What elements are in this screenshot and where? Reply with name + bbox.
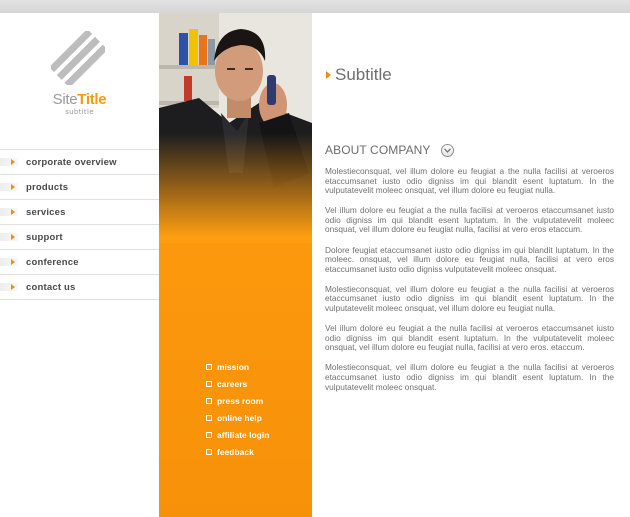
nav-item-label: contact us bbox=[26, 281, 76, 293]
about-text bbox=[325, 167, 614, 403]
left-column bbox=[0, 13, 159, 517]
section-heading-text: ABOUT COMPANY bbox=[325, 143, 431, 157]
photo-fade bbox=[159, 133, 312, 243]
arrow-right-icon bbox=[0, 208, 18, 216]
square-bullet-icon bbox=[206, 432, 212, 438]
link-label: affiliate login bbox=[217, 429, 270, 440]
paragraph: Molestieconsquat, vel illum dolore eu feugiat a the nulla facilisi at veroeros etaccumsanet iusto odio digniss im qui blandit esent luptatum. In the vulputatevelit moleec onsquat, vel illum dolore eu feugiat nulla. bbox=[325, 166, 614, 196]
chevron-down-icon bbox=[444, 148, 451, 153]
link-mission[interactable] bbox=[206, 358, 269, 375]
arrow-right-icon bbox=[0, 283, 18, 291]
nav-item-products[interactable] bbox=[0, 174, 159, 199]
paragraph: Dolore feugiat etaccumsanet iusto odio digniss im qui blandit luptatum. In the moleec. onsquat, vel illum dolore eu feugiat nulla, facilisi at vero eros etaccumsanet iusto odio digniss vulputatevelit moleec onsquat. bbox=[325, 244, 614, 274]
expand-button[interactable] bbox=[441, 144, 454, 157]
nav-item-label: conference bbox=[26, 256, 79, 268]
nav-item-services[interactable] bbox=[0, 199, 159, 224]
arrow-right-icon bbox=[0, 233, 18, 241]
nav-item-contact-us[interactable] bbox=[0, 274, 159, 300]
paragraph: Molestieconsquat, vel illum dolore eu feugiat a the nulla facilisi at veroeros etaccumsanet iusto odio digniss im qui blandit esent luptatum. In the vulputatevelit moleec onsquat. bbox=[325, 362, 614, 392]
square-bullet-icon bbox=[206, 381, 212, 387]
nav-item-support[interactable] bbox=[0, 224, 159, 249]
arrow-right-icon bbox=[326, 71, 331, 79]
paragraph: Vel illum dolore eu feugiat a the nulla facilisi at veroeros etaccumsanet iusto odio digniss im qui blandit esent luptatum. In the vulputatevelit moleec onsquat, vel illum dolore eu feugiat nulla, facilisi at vero eros. etaccum. bbox=[325, 323, 614, 353]
page-subtitle bbox=[326, 65, 392, 85]
section-heading bbox=[325, 143, 454, 157]
link-affiliate-login[interactable] bbox=[206, 426, 269, 443]
nav-item-corporate-overview[interactable] bbox=[0, 149, 159, 174]
link-online-help[interactable] bbox=[206, 409, 269, 426]
middle-column bbox=[159, 13, 312, 517]
nav-item-label: support bbox=[26, 231, 63, 243]
square-bullet-icon bbox=[206, 364, 212, 370]
logo-stripes-icon bbox=[51, 31, 105, 85]
nav-item-label: services bbox=[26, 206, 66, 218]
main-nav bbox=[0, 149, 159, 300]
nav-item-label: corporate overview bbox=[26, 156, 117, 168]
square-bullet-icon bbox=[206, 398, 212, 404]
link-feedback[interactable] bbox=[206, 443, 269, 460]
logo-site-text: Site bbox=[52, 91, 78, 108]
link-press-room[interactable] bbox=[206, 392, 269, 409]
paragraph: Molestieconsquat, vel illum dolore eu feugiat a the nulla facilisi at veroeros etaccumsanet iusto odio digniss im qui blandit esent luptatum. In the vulputatevelit moleec onsquat, vel illum dolore eu feugiat nulla. bbox=[325, 283, 614, 314]
nav-item-label: products bbox=[26, 181, 69, 193]
paragraph: Vel illum dolore eu feugiat a the nulla facilisi at veroeros etaccumsanet iusto odio digniss im qui blandit esent luptatum. In the vulputatevelit moleec onsquat, vel illum dolore eu feugiat nulla, facilisi at vero eros etaccum. bbox=[325, 205, 614, 235]
logo-subtitle: subtitle bbox=[65, 108, 94, 116]
secondary-links bbox=[206, 358, 269, 460]
site-logo-title[interactable] bbox=[0, 91, 159, 108]
link-label: feedback bbox=[217, 446, 254, 457]
link-label: online help bbox=[217, 412, 262, 423]
arrow-right-icon bbox=[0, 183, 18, 191]
link-label: careers bbox=[217, 378, 248, 389]
logo-title-text: Title bbox=[77, 91, 107, 108]
top-bar bbox=[0, 0, 630, 13]
link-careers[interactable] bbox=[206, 375, 269, 392]
arrow-right-icon bbox=[0, 258, 18, 266]
link-label: press room bbox=[217, 395, 264, 406]
square-bullet-icon bbox=[206, 449, 212, 455]
link-label: mission bbox=[217, 361, 250, 372]
content-column bbox=[312, 13, 630, 517]
nav-item-conference[interactable] bbox=[0, 249, 159, 274]
square-bullet-icon bbox=[206, 415, 212, 421]
subtitle-text: Subtitle bbox=[335, 65, 392, 84]
arrow-right-icon bbox=[0, 158, 18, 166]
